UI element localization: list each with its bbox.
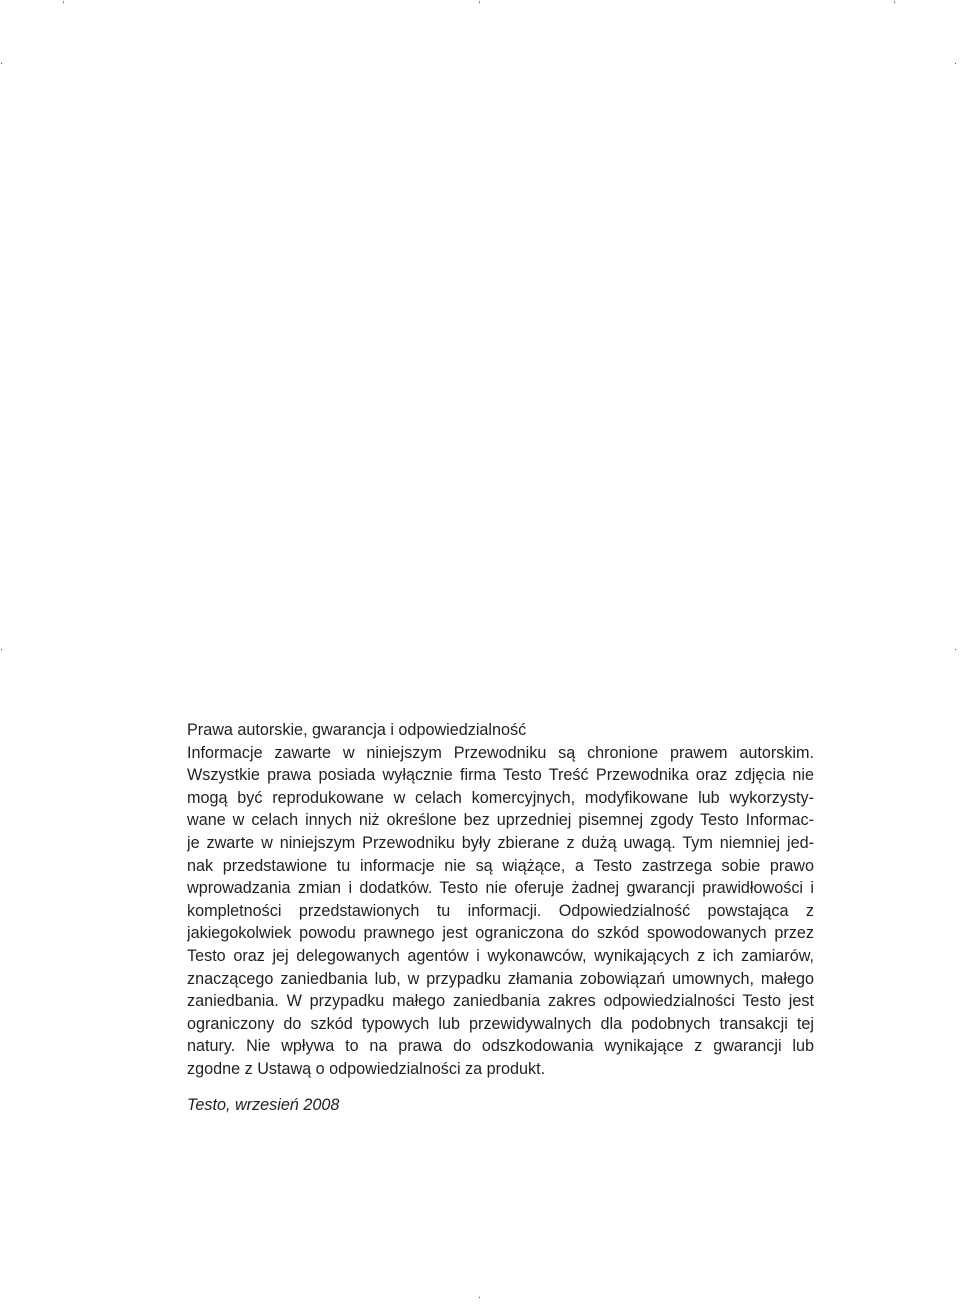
crop-mark-top-right [893,0,896,5]
body-line: kompletności przedstawionych tu informacji. Odpowiedzialność powstająca z [187,901,814,920]
copyright-section [187,719,814,1081]
crop-mark-top-center [478,0,481,5]
body-line: zaniedbania. W przypadku małego zaniedbania zakres odpowiedzialności Testo jest [187,992,814,1011]
body-line: nak przedstawione tu informacje nie są wiążące, a Testo zastrzega sobie prawo [187,856,814,875]
crop-mark-bottom-center: · [478,1293,482,1304]
body-line: mogą być reprodukowane w celach komercyjnych, modyfikowane lub wykorzysty- [187,788,814,807]
signature-date: Testo, wrzesień 2008 [187,1096,340,1114]
body-line: znaczącego zaniedbania lub, w przypadku złamania zobowiązań umownych, małego [187,969,814,988]
body-line: Wszystkie prawa posiada wyłącznie firma Testo Treść Przewodnika oraz zdjęcia nie [187,766,814,785]
section-heading: Prawa autorskie, gwarancja i odpowiedzialność [187,721,527,739]
body-line: wprowadzania zmian i dodatków. Testo nie oferuje żadnej gwarancji prawidłowości i [187,879,814,898]
body-line: Testo oraz jej delegowanych agentów i wykonawców, wynikających z ich zamiarów, [187,946,814,965]
body-line: Informacje zawarte w niniejszym Przewodniku są chronione prawem autorskim. [187,743,814,762]
body-line: jakiegokolwiek powodu prawnego jest ograniczona do szkód spowodowanych przez [187,924,814,943]
body-line: ograniczony do szkód typowych lub przewidywalnych dla podobnych transakcji tej [187,1014,814,1033]
crop-mark-top-left [62,0,65,5]
crop-mark-right-middle: · [954,645,958,656]
body-line: wane w celach innych niż określone bez uprzedniej pisemnej zgody Testo Informac- [187,811,814,830]
body-line: je zwarte w niniejszym Przewodniku były zbierane z dużą uwagą. Tym niemniej jed- [187,833,814,852]
body-paragraph [187,742,814,1081]
body-line: zgodne z Ustawą o odpowiedzialności za produkt. [187,1059,546,1078]
body-line: natury. Nie wpływa to na prawa do odszkodowania wynikające z gwarancji lub [187,1037,814,1056]
crop-mark-right-upper: · [954,59,958,70]
crop-mark-left-upper: · [0,59,4,70]
crop-mark-left-middle: · [0,645,4,656]
